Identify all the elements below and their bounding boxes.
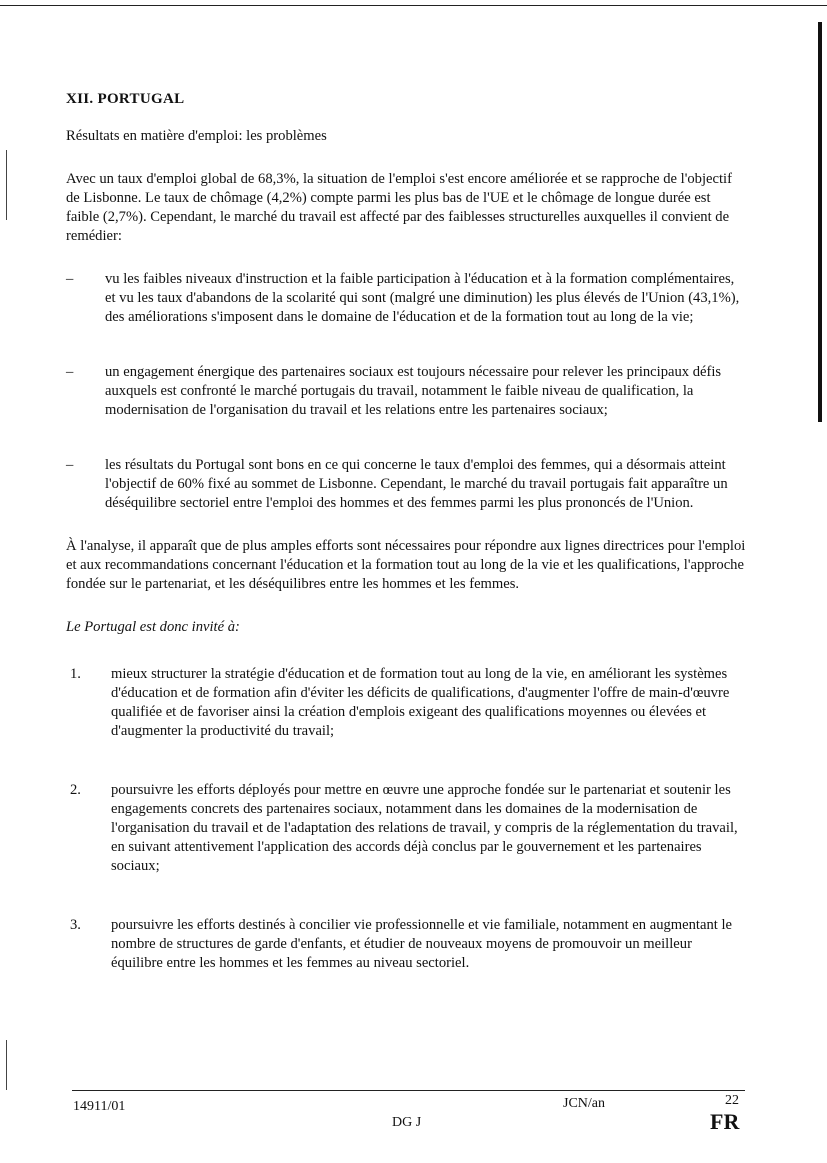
- list-item-text: un engagement énergique des partenaires sociaux est toujours nécessaire pour relever les principaux défis auxquels est confronté le marché portugais du travail, notamment le faible niveau de qualification, la modernisation de l'organisation du travail et les relations entre les partenaires sociaux;: [105, 364, 722, 418]
- directorate-label: DG J: [392, 1115, 422, 1130]
- language-code: FR: [710, 1109, 740, 1134]
- number-marker: 3.: [70, 917, 81, 933]
- recommendation-list: [66, 665, 746, 973]
- scan-mark: [6, 150, 7, 220]
- footer-divider: [72, 1090, 745, 1091]
- page-number: 22: [725, 1093, 739, 1108]
- scan-mark: [6, 1040, 7, 1090]
- problem-list: [66, 270, 746, 513]
- intro-paragraph: Avec un taux d'emploi global de 68,3%, la situation de l'emploi s'est encore améliorée et se rapproche de l'objectif de Lisbonne. Le taux de chômage (4,2%) compte parmi les plus bas de l'UE et le chômage de longue durée est faible (2,7%). Cependant, le marché du travail est affecté par des faiblesses structurelles auxquelles il convient de remédier:: [66, 171, 732, 244]
- dash-marker: –: [66, 457, 74, 473]
- invitation-line: Le Portugal est donc invité à:: [66, 619, 240, 635]
- list-item: [66, 665, 746, 741]
- dash-marker: –: [66, 271, 74, 287]
- list-item-text: les résultats du Portugal sont bons en ce qui concerne le taux d'emploi des femmes, qui a désormais atteint l'objectif de 60% fixé au sommet de Lisbonne. Cependant, le marché du travail portugais fait apparaître un déséquilibre sectoriel entre l'emploi des hommes et des femmes parmi les plus prononcés de l'Union.: [105, 457, 728, 511]
- list-item: [66, 363, 746, 420]
- list-item: [66, 781, 746, 876]
- scan-right-edge: [818, 22, 822, 422]
- list-item: [66, 456, 746, 513]
- number-marker: 1.: [70, 666, 81, 682]
- dash-marker: –: [66, 364, 74, 380]
- section-subtitle: Résultats en matière d'emploi: les problèmes: [66, 128, 327, 144]
- list-item-text: poursuivre les efforts déployés pour mettre en œuvre une approche fondée sur le partenariat et soutenir les engagements concrets des partenaires sociaux, notamment dans les domaines de la modernisation de l'organisation du travail et de l'adaptation des relations de travail, y compris de la réglementation du travail, en suivant attentivement l'application des accords déjà conclus par le gouvernement et les partenaires sociaux;: [111, 782, 738, 874]
- list-item: [66, 270, 746, 327]
- list-item: [66, 916, 746, 973]
- list-item-text: poursuivre les efforts destinés à concilier vie professionnelle et vie familiale, notamment en augmentant le nombre de structures de garde d'enfants, et étudier de nouveaux moyens de promouvoir un meilleur équilibre entre les hommes et les femmes au niveau sectoriel.: [111, 917, 732, 971]
- section-heading: XII. PORTUGAL: [66, 91, 185, 107]
- author-initials: JCN/an: [563, 1096, 605, 1111]
- list-item-text: vu les faibles niveaux d'instruction et la faible participation à l'éducation et à la formation complémentaires, et vu les taux d'abandons de la scolarité qui sont (malgré une diminution) les plus élevés de l'Union (43,1%), des améliorations s'imposent dans le domaine de l'éducation et de la formation tout au long de la vie;: [105, 271, 740, 325]
- list-item-text: mieux structurer la stratégie d'éducation et de formation tout au long de la vie, en améliorant les systèmes d'éducation et de formation afin d'éviter les déficits de qualifications, d'augmenter l'offre de main-d'œuvre qualifiée et de favoriser ainsi la création d'emplois exigeant des qualifications moyennes ou élevées et d'augmenter la productivité du travail;: [111, 666, 730, 739]
- top-border-line: [0, 5, 827, 6]
- document-page: [66, 90, 746, 1013]
- analysis-paragraph: À l'analyse, il apparaît que de plus amples efforts sont nécessaires pour répondre aux lignes directrices pour l'emploi et aux recommandations concernant l'éducation et la formation tout au long de la vie et les qualifications, l'approche fondée sur le partenariat, et les déséquilibres entre les hommes et les femmes.: [66, 538, 746, 592]
- number-marker: 2.: [70, 782, 81, 798]
- document-code: 14911/01: [73, 1099, 126, 1114]
